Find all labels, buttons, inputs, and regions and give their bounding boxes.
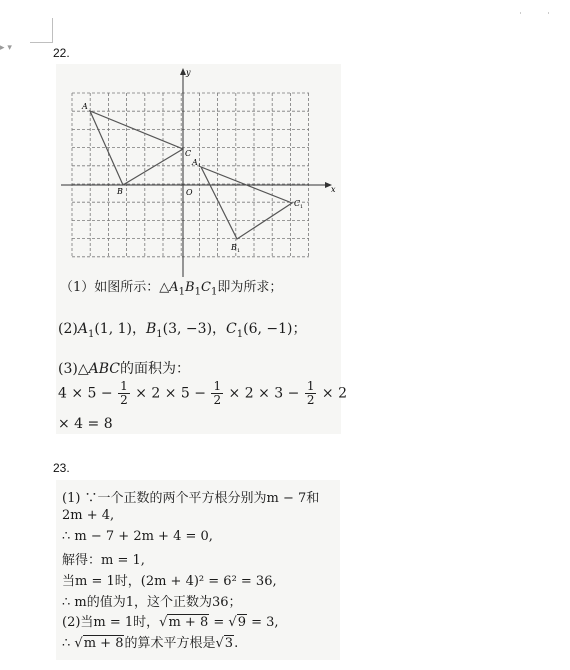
coordinate-figure xyxy=(56,64,341,279)
q23-line-1: (1) ∵一个正数的两个平方根分别为m − 7和 xyxy=(62,491,320,506)
answer-panel-22 xyxy=(56,64,347,434)
frac-den: 2 xyxy=(213,393,222,407)
var-c: C xyxy=(200,280,211,295)
q22-part1-suffix: 即为所求； xyxy=(217,280,283,295)
calc-part: × 2 xyxy=(321,385,347,402)
sub-1: 1 xyxy=(156,328,163,340)
triangle-a1b1c1 xyxy=(201,167,292,239)
fraction-half xyxy=(211,380,223,407)
q22-part3-suffix: 的面积为： xyxy=(119,361,190,377)
label-b1-sub: 1 xyxy=(237,248,241,254)
triangle-name: ABC xyxy=(88,361,120,377)
question-number-22: 22. xyxy=(53,46,70,60)
q22-part3 xyxy=(58,358,190,378)
q23-line-3: ∴ m − 7 + 2m + 4 = 0, xyxy=(62,529,213,544)
frac-num: 1 xyxy=(120,379,128,393)
page-mark xyxy=(548,12,549,14)
sub-1: 1 xyxy=(194,286,201,298)
sqrt-m-plus-8: m + 8 xyxy=(168,615,209,630)
q23-l8-therefore: ∴ xyxy=(62,636,75,651)
label-a1-sub: 1 xyxy=(198,163,202,169)
q23-line-4: 解得：m = 1, xyxy=(62,553,145,568)
sub-1: 1 xyxy=(87,328,95,340)
calc-part: × 2 × 5 − xyxy=(135,385,206,402)
q23-l7-end: = 3, xyxy=(246,615,279,630)
origin-label: O xyxy=(186,188,193,197)
frac-num: 1 xyxy=(213,379,222,393)
label-b: B xyxy=(117,187,123,196)
fraction-half xyxy=(305,380,317,407)
answer-panel-23 xyxy=(56,480,340,660)
q22-part3-prefix: (3)△ xyxy=(58,361,89,377)
q23-l8-end: . xyxy=(234,636,239,651)
q23-l7-text: (2)当m = 1时， xyxy=(62,615,160,630)
var-c: C xyxy=(226,321,237,337)
q23-line-6: ∴ m的值为1，这个正数为36； xyxy=(62,595,242,610)
y-axis-label: y xyxy=(186,68,191,77)
q23-line-8: ∴ √m + 8的算术平方根是√3. xyxy=(62,636,239,651)
crop-mark-vertical xyxy=(52,18,53,42)
q23-line-7: (2)当m = 1时，√m + 8 = √9 = 3, xyxy=(62,615,279,630)
q23-l7-eq: = xyxy=(209,615,229,630)
q23-l8-text: 的算术平方根是 xyxy=(124,636,216,651)
label-b1: B xyxy=(231,243,237,252)
sqrt-m-plus-8: m + 8 xyxy=(83,636,124,651)
q23-line-5: 当m = 1时，(2m + 4)² = 6² = 36, xyxy=(62,574,277,589)
q23-line-2: 2m + 4, xyxy=(62,508,115,523)
q22-calculation-end: × 4 = 8 xyxy=(58,416,113,432)
calc-part: 4 × 5 − xyxy=(58,385,113,402)
frac-den: 2 xyxy=(120,393,128,407)
sub-1: 1 xyxy=(178,286,186,298)
label-c: C xyxy=(185,149,192,158)
q22-part2: $(2)A_1(1$, 1)，$B_1(3$, −3)，$C_1(6$, −1)； xyxy=(58,321,307,340)
sub-1: 1 xyxy=(210,286,218,298)
coord-c1: (6, −1) xyxy=(243,321,293,337)
page-mark xyxy=(520,12,521,14)
label-c1: C xyxy=(294,199,301,208)
coord-a1: (1, 1) xyxy=(94,321,132,337)
var-b: B xyxy=(145,321,157,337)
var-a: A xyxy=(77,321,88,337)
sqrt-9: 9 xyxy=(237,615,246,630)
q22-calculation xyxy=(58,380,347,407)
q22-part2-prefix: (2) xyxy=(58,321,78,337)
question-number-23: 23. xyxy=(53,461,70,475)
sqrt-3: 3 xyxy=(224,636,234,651)
q22-part1 xyxy=(60,276,282,298)
label-c1-sub: 1 xyxy=(300,204,304,210)
var-a: A xyxy=(169,280,179,295)
q22-part1-prefix: （1）如图所示：△ xyxy=(60,280,170,295)
label-a: A xyxy=(82,102,88,111)
sub-1: 1 xyxy=(236,328,244,340)
var-b: B xyxy=(185,280,195,295)
coord-b1: (3, −3) xyxy=(162,321,213,337)
frac-den: 2 xyxy=(306,393,315,407)
end-mark: ； xyxy=(292,321,307,337)
calc-part: × 2 × 3 − xyxy=(228,385,300,402)
x-axis-label: x xyxy=(331,185,336,194)
crop-mark-horizontal xyxy=(30,42,53,43)
label-a1: A xyxy=(192,158,198,167)
collapse-caret-icon[interactable]: ▸ ▾ xyxy=(0,43,12,53)
frac-num: 1 xyxy=(306,379,315,393)
fraction-half xyxy=(118,380,130,407)
